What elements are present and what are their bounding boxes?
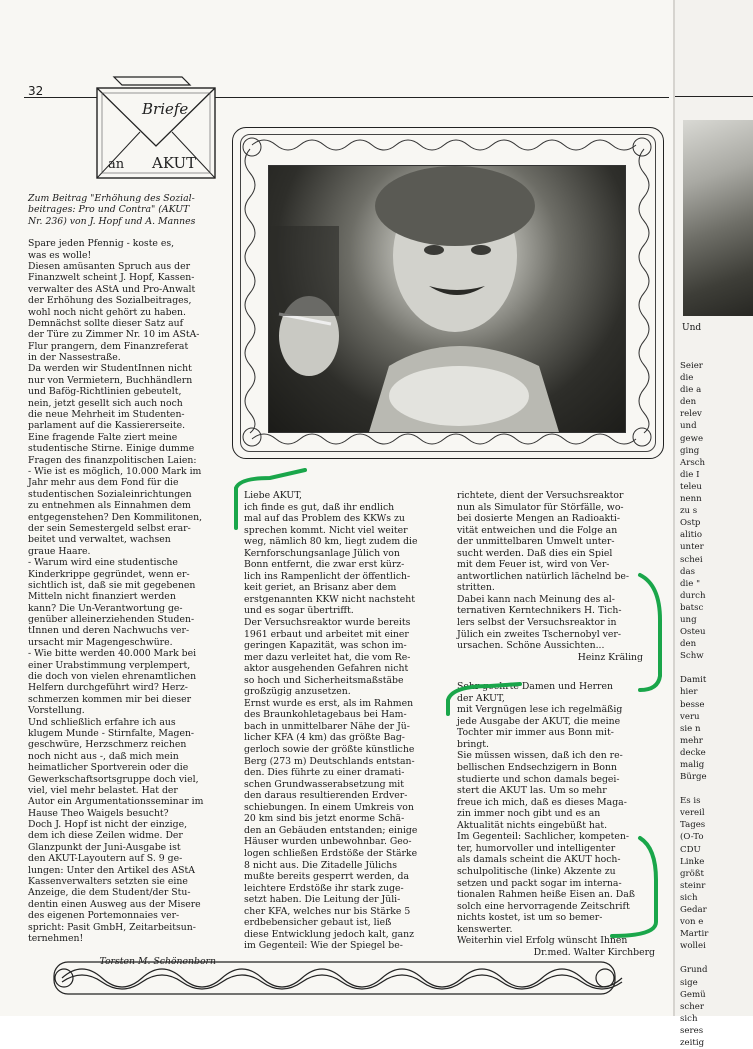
next-page-photo: [683, 120, 753, 316]
text-line: lich ins Rampenlicht der öffentlich-: [244, 570, 411, 582]
text-line: weg, nämlich 80 km, liegt zudem die: [244, 536, 418, 548]
text-line: Arsch: [680, 457, 706, 468]
text-line: Dabei kann nach Meinung des al-: [457, 593, 615, 605]
letter-body: [28, 238, 224, 944]
text-line: Schw: [680, 651, 704, 662]
text-line: Der Versuchsreaktor wurde bereits: [244, 617, 411, 629]
text-line: der Türe zu Zimmer Nr. 10 im AStA-: [28, 329, 200, 341]
text-line: und Bafög-Richtlinien gebeutelt,: [28, 386, 182, 398]
text-line: dem ich diese Zeilen widme. Der: [28, 830, 183, 842]
text-line: Weiterhin viel Erfolg wünscht Ihnen: [457, 935, 628, 947]
text-line: mit Vergnügen lese ich regelmäßig: [457, 704, 623, 716]
woman-with-cigarette-photo: [269, 166, 625, 432]
text-line: alitio: [680, 530, 702, 541]
text-line: Aktualität nichts eingebüßt hat.: [457, 819, 608, 831]
text-line: Liebe AKUT,: [244, 490, 303, 501]
text-line: setzt haben. Die Leitung der Jüli-: [244, 894, 401, 906]
text-line: parlament auf die Kassiererseite.: [28, 420, 186, 432]
text-line: ternehmen!: [28, 933, 84, 944]
text-line: mal auf das Problem des KKWs zu: [244, 513, 405, 525]
text-line: schmerzen kommen mir bei dieser: [28, 693, 192, 705]
text-line: Kassenverwalters setzten sie eine: [28, 876, 188, 888]
text-line: mehr: [680, 735, 703, 746]
text-line: Flur prangern, dem Finanzreferat: [28, 340, 189, 352]
text-line: tionalen Rahmen heiße Eisen an. Daß: [457, 889, 636, 901]
text-line: Tochter mir immer aus Bonn mit-: [457, 727, 614, 739]
text-line: den daraus resultierenden Erdver-: [244, 790, 408, 802]
text-line: Demnächst sollte dieser Satz auf: [28, 317, 184, 329]
text-line: geringen Kapazität, was schon im-: [244, 640, 407, 652]
text-line: größt: [680, 868, 704, 879]
text-line: großzügig anzusetzen.: [244, 686, 351, 698]
text-line: steinr: [680, 880, 706, 891]
text-line: Gewerkschaftsortsgruppe doch viel,: [28, 773, 199, 785]
text-line: veru: [680, 711, 700, 722]
text-line: den: [680, 397, 697, 408]
scroll-ornament-icon: [52, 958, 617, 998]
text-line: Gemü: [680, 989, 706, 1000]
text-line: nichts kostet, ist um so bemer-: [457, 912, 603, 924]
text-line: - Wie ist es möglich, 10.000 Mark im: [28, 465, 202, 477]
text-line: (O-To: [680, 832, 704, 843]
text-line: Mitteln nicht finanziert werden: [28, 591, 176, 603]
text-line: nun als Simulator für Störfälle, wo-: [457, 501, 624, 513]
letter-kraeling-part2: [457, 490, 667, 958]
text-line: entgegenstehen? Den Kommilitonen,: [28, 511, 203, 523]
text-line: studentischen Sozialeinrichtungen: [28, 488, 192, 500]
text-line: die: [680, 373, 694, 384]
text-line: studentische Stirne. Einige dumme: [28, 443, 195, 455]
text-line: setzen und packt sogar im interna-: [457, 877, 622, 889]
text-line: [680, 662, 750, 674]
text-line: bringt.: [457, 738, 489, 750]
text-line: ging: [680, 445, 700, 456]
text-line: Berg (273 m) Deutschlands entstan-: [244, 755, 415, 767]
text-line: schiebungen. In einem Umkreis von: [244, 801, 414, 813]
text-line: Linke: [680, 856, 705, 867]
text-line: wollei: [680, 941, 706, 952]
text-line: [680, 783, 750, 795]
text-line: Vorstellung.: [28, 705, 85, 717]
text-line: Eine fragende Falte ziert meine: [28, 431, 178, 443]
text-line: graue Haare.: [28, 545, 91, 557]
text-line: den: [680, 639, 697, 650]
text-line: kann? Die Un-Verantwortung ge-: [28, 602, 183, 614]
text-line: heimatlicher Sportverein oder die: [28, 762, 189, 774]
text-line: zu s: [680, 506, 698, 517]
text-line: ich finde es gut, daß ihr endlich: [244, 501, 395, 513]
text-line: Martir: [680, 929, 709, 940]
text-line: des eigenen Portemonnaies ver-: [28, 910, 180, 922]
text-line: Und schließlich erfahre ich aus: [28, 716, 176, 728]
text-line: sie n: [680, 723, 701, 734]
text-line: sich: [680, 1013, 698, 1024]
text-line: die neue Mehrheit im Studenten-: [28, 409, 185, 421]
text-line: vereil: [680, 808, 705, 819]
text-line: erstgenannten KKW nicht nachsteht: [244, 593, 415, 605]
letter-signature: Torsten M. Schönenborn: [99, 956, 216, 968]
text-line: ursacht mir Magengeschwüre.: [28, 636, 173, 648]
text-line: geschwüre, Herzschmerz reichen: [28, 739, 187, 751]
text-line: die I: [680, 469, 700, 480]
text-line: Da werden wir StudentInnen nicht: [28, 363, 192, 375]
text-line: Finanzwelt scheint J. Hopf, Kassen-: [28, 272, 195, 284]
text-line: nein, jetzt gesellt sich auch noch: [28, 397, 183, 409]
text-line: ung: [680, 614, 697, 625]
header-rule: [675, 96, 753, 97]
letter-kraeling-part1: [244, 490, 450, 952]
text-line: kenswerter.: [457, 923, 513, 935]
text-line: batsc: [680, 602, 704, 613]
intro-line: Zum Beitrag "Erhöhung des Sozial-: [28, 193, 195, 204]
letter-signature: Heinz Kräling: [577, 651, 643, 663]
text-line: Diesen amüsanten Spruch aus der: [28, 260, 191, 272]
text-line: diese Entwicklung jedoch kalt, ganz: [244, 928, 415, 940]
envelope-logo-icon: [92, 74, 222, 184]
letter-intro: [28, 193, 224, 227]
letter-schoenenborn: [28, 193, 224, 968]
spacer: [457, 663, 667, 681]
text-line: jede Ausgabe der AKUT, die meine: [457, 715, 621, 727]
text-line: des Braunkohletagebaus bei Ham-: [244, 709, 407, 721]
text-line: vität entweichen und die Folge an: [457, 524, 618, 536]
text-line: freue ich mich, daß es dieses Maga-: [457, 796, 627, 808]
text-line: malig: [680, 760, 705, 770]
text-line: Glanzpunkt der Juni-Ausgabe ist: [28, 841, 181, 853]
text-line: der AKUT,: [457, 692, 505, 704]
text-line: ternativen Kerntechnikers H. Tich-: [457, 605, 622, 617]
text-line: Fragen des finanzpolitischen Laien:: [28, 454, 197, 466]
text-line: in der Nassestraße.: [28, 352, 121, 364]
text-line: tInnen und deren Nachwuchs ver-: [28, 625, 190, 637]
intro-line: Nr. 236) von J. Hopf und A. Mannes: [28, 215, 196, 227]
text-line: bei dosierte Mengen an Radioakti-: [457, 513, 621, 525]
text-line: lungen: Unter den Artikel des AStA: [28, 864, 195, 876]
logo-word-akut: AKUT: [152, 154, 197, 172]
text-line: Kernforschungsanlage Jülich von: [244, 547, 400, 559]
text-line: zin immer noch gibt und es an: [457, 808, 601, 820]
text-line: Jülich ein zweites Tschernobyl ver-: [457, 628, 622, 640]
text-line: leichtere Erdstöße ihr stark zuge-: [244, 882, 404, 894]
text-line: stert die AKUT las. Um so mehr: [457, 785, 607, 797]
text-line: mer dazu verleitet hat, die vom Re-: [244, 651, 411, 663]
text-line: teleu: [680, 481, 702, 492]
text-line: lers selbst der Versuchsreaktor in: [457, 617, 617, 629]
letter-kirchberg-body: [457, 681, 667, 947]
text-line: unter: [680, 542, 704, 553]
text-line: von e: [680, 917, 704, 928]
text-line: ursachen. Schöne Aussichten...: [457, 640, 605, 652]
text-line: Bürge: [680, 772, 707, 783]
text-line: dentin einen Ausweg aus der Misere: [28, 898, 201, 910]
text-line: so hoch und Sicherheitsmaßstäbe: [244, 674, 404, 686]
text-line: antwortlichen natürlich lächelnd be-: [457, 570, 630, 582]
text-line: - Warum wird eine studentische: [28, 557, 178, 569]
portrait-photo: [268, 165, 626, 433]
text-line: mußte bereits gesperrt werden, da: [244, 871, 410, 883]
text-line: Doch J. Hopf ist nicht der einzige,: [28, 819, 188, 831]
briefe-an-akut-logo: [92, 74, 222, 184]
text-line: sucht werden. Daß dies ein Spiel: [457, 547, 613, 559]
text-line: Jahr mehr aus dem Fond für die: [28, 477, 179, 489]
text-line: seres: [680, 1025, 704, 1036]
text-line: genüber alleinerziehenden Studen-: [28, 614, 195, 626]
text-line: und es sogar übertrifft.: [244, 605, 354, 617]
text-line: zeitig: [680, 1037, 705, 1048]
text-line: ter, humorvoller und intelligenter: [457, 842, 616, 854]
text-line: Sehr geehrte Damen und Herren: [457, 681, 613, 693]
text-line: keit geriet, an Brisanz aber dem: [244, 582, 397, 594]
text-line: noch nicht aus -, daß mich mein: [28, 750, 179, 762]
text-line: Tages: [680, 820, 706, 831]
text-line: Bonn entfernt, die zwar erst kürz-: [244, 559, 405, 571]
text-line: den. Dies führte zu einer dramati-: [244, 767, 405, 779]
text-line: Grund: [680, 965, 708, 976]
text-line: sprechen kommt. Nicht viel weiter: [244, 524, 408, 536]
text-line: sich: [680, 892, 698, 903]
text-line: wohl noch nicht gehört zu haben.: [28, 306, 186, 318]
text-line: schen Grundwasserabsetzung mit: [244, 778, 405, 790]
letter-signature: Dr.med. Walter Kirchberg: [533, 946, 655, 958]
text-line: gewe: [680, 433, 704, 444]
text-line: die ": [680, 578, 701, 589]
text-line: Hause Theo Waigels besucht?: [28, 807, 169, 819]
logo-word-an: an: [108, 157, 125, 172]
text-line: Osteu: [680, 627, 706, 638]
text-line: sige: [680, 977, 698, 988]
text-line: Häuser wurden unbewohnbar. Geo-: [244, 836, 412, 848]
text-line: licher KFA (4 km) das größte Bag-: [244, 732, 405, 744]
text-line: der sein Semestergeld selbst erar-: [28, 522, 191, 534]
text-line: und: [680, 421, 697, 432]
text-line: verwalter des AStA und Pro-Anwalt: [28, 283, 196, 295]
text-line: die a: [680, 385, 702, 396]
text-line: was es wolle!: [28, 249, 92, 261]
text-line: decke: [680, 747, 706, 758]
text-line: gerloch sowie der größte künstliche: [244, 744, 415, 756]
text-line: nenn: [680, 494, 702, 505]
text-line: aktor ausgehenden Gefahren nicht: [244, 663, 409, 675]
text-line: mit dem Feuer ist, wird von Ver-: [457, 559, 610, 571]
text-line: Damit: [680, 675, 707, 686]
text-line: einer Urabstimmung verplempert,: [28, 659, 191, 671]
text-line: 8 nicht aus. Die Zitadelle Jülichs: [244, 859, 398, 871]
text-line: bellischen Endsechzigern in Bonn: [457, 762, 618, 774]
text-line: Anzeige, die dem Student/der Stu-: [28, 887, 191, 899]
text-line: Sie müssen wissen, daß ich den re-: [457, 750, 623, 762]
text-line: nur von Vermietern, Buchhändlern: [28, 374, 193, 386]
logo-word-briefe: Briefe: [142, 100, 189, 118]
text-line: durch: [680, 590, 706, 601]
text-line: studierte und schon damals begei-: [457, 773, 620, 785]
text-line: CDU: [680, 844, 701, 855]
text-line: solch eine hervorragende Zeitschrift: [457, 900, 630, 912]
photo-caption: Und: [682, 323, 702, 333]
text-line: das: [680, 566, 696, 577]
intro-line: beitrages: Pro und Contra" (AKUT: [28, 204, 190, 216]
text-line: cher KFA, welches nur bis Stärke 5: [244, 905, 411, 917]
text-line: richtete, dient der Versuchsreaktor: [457, 490, 624, 501]
text-line: stritten.: [457, 582, 495, 594]
text-line: Spare jeden Pfennig - koste es,: [28, 238, 175, 250]
text-line: hier: [680, 687, 698, 698]
text-line: im Gegenteil: Wie der Spiegel be-: [244, 940, 403, 952]
next-page-text: [680, 360, 750, 1049]
text-line: schei: [680, 554, 703, 565]
text-line: bach in unmittelbarer Nähe der Jü-: [244, 720, 410, 732]
text-line: Seier: [680, 361, 703, 371]
text-line: beitet und verwaltet, wachsen: [28, 534, 171, 546]
bottom-ornament: [52, 958, 617, 998]
text-line: Im Gegenteil: Sachlicher, kompeten-: [457, 831, 630, 843]
text-line: logen schließen Erdstöße der Stärke: [244, 847, 418, 859]
text-line: den an Gebäuden entstanden; einige: [244, 824, 418, 836]
text-line: klugem Munde - Stirnfalte, Magen-: [28, 727, 195, 739]
letter-kraeling-body: [457, 490, 667, 652]
text-line: viel, viel mehr belastet. Hat der: [28, 784, 178, 796]
text-line: [680, 952, 750, 964]
text-line: der unmittelbaren Umwelt unter-: [457, 536, 615, 548]
text-line: sichtlich ist, daß sie mit gegebenen: [28, 579, 196, 591]
text-line: Helfern durchgeführt wird? Herz-: [28, 682, 188, 694]
text-line: scher: [680, 1001, 704, 1012]
text-line: Autor ein Argumentationsseminar im: [28, 796, 204, 808]
text-line: der Erhöhung des Sozialbeitrages,: [28, 295, 192, 307]
text-line: erdbebensicher gebaut ist, ließ: [244, 917, 392, 929]
text-line: spricht: Pasit GmbH, Zeitarbeitsun-: [28, 921, 196, 933]
text-line: besse: [680, 699, 705, 710]
text-line: - Wie bitte werden 40.000 Mark bei: [28, 648, 197, 660]
text-line: Ernst wurde es erst, als im Rahmen: [244, 697, 414, 709]
text-line: Es is: [680, 796, 701, 807]
text-line: 1961 erbaut und arbeitet mit einer: [244, 628, 409, 640]
text-line: Gedar: [680, 905, 707, 916]
text-line: den AKUT-Layoutern auf S. 9 ge-: [28, 853, 183, 865]
text-line: schulpolitische (linke) Akzente zu: [457, 865, 616, 877]
text-line: die doch von vielen ehrenamtlichen: [28, 671, 197, 683]
text-line: als damals scheint die AKUT hoch-: [457, 854, 621, 866]
text-line: 20 km sind bis jetzt enorme Schä-: [244, 813, 405, 825]
text-line: Ostp: [680, 518, 701, 529]
next-page-fragment: [673, 0, 753, 1048]
text-line: Kinderkrippe gegründet, wenn er-: [28, 568, 190, 580]
page-number: 32: [28, 84, 44, 98]
text-line: relev: [680, 409, 702, 420]
text-line: zu entnehmen als Einnahmen dem: [28, 500, 191, 512]
